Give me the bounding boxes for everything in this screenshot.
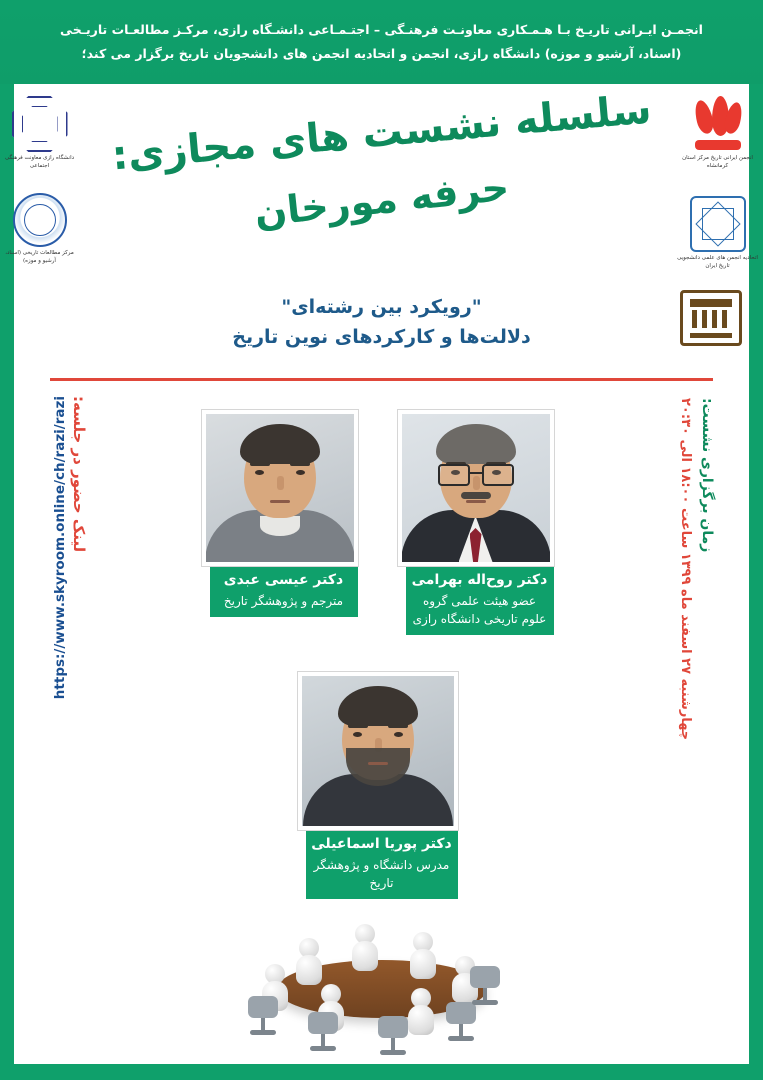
office-chair-icon [470, 966, 500, 1008]
speaker-card [406, 410, 554, 635]
speaker-role: عضو هیئت علمی گروه علوم تاریخی دانشگاه رازی [406, 592, 554, 635]
logo-union-caption: اتحادیه انجمن های علمی دانشجویی تاریخ ایران [677, 255, 758, 270]
session-time-label: زمان برگزاری نشست: [699, 398, 715, 553]
subtitle-line-1: "رویکرد بین رشته‌ای" [281, 296, 482, 318]
logo-razi-caption: دانشگاه رازی معاونت فرهنگی اجتماعی [4, 155, 75, 170]
figure-person [296, 938, 322, 985]
speaker-photo [398, 410, 554, 566]
title-line-1: سلسله نشست های مجازی: [109, 86, 654, 180]
speakers-row [0, 410, 763, 635]
session-time-value: چهارشنبه ۲۷ اسفند ماه ۱۳۹۹ ساعت ۱۸:۰۰ الی ۲۰:۳۰ [678, 398, 693, 741]
page-title [0, 86, 763, 236]
office-chair-icon [308, 1012, 338, 1054]
speaker-photo [202, 410, 358, 566]
speaker-name: دکتر عیسی عبدی [210, 566, 358, 592]
speaker-name: دکتر پوریا اسماعیلی [306, 830, 458, 856]
speaker-card [306, 672, 458, 899]
speaker-role: مدرس دانشگاه و پژوهشگر تاریخ [306, 856, 458, 899]
header-line-1: انجمـن ایـرانی تاریـخ بـا هـمـکاری معاونـت فرهنـگی – اجتـمـاعی دانشـگاه رازی، مرکـز مطالعـات تاریـخی [60, 22, 703, 38]
figure-person [352, 924, 378, 971]
speakers-row-second [0, 672, 763, 899]
office-chair-icon [378, 1016, 408, 1058]
subtitle-block [0, 296, 763, 348]
footer-band [0, 1064, 763, 1080]
speaker-role: مترجم و پژوهشگر تاریخ [210, 592, 358, 617]
header-line-2: (اسناد، آرشیو و موزه) دانشگاه رازی، انجمن و اتحادیه انجمن های دانشجویان تاریخ برگزار می کند؛ [81, 46, 682, 61]
header-band [0, 0, 763, 84]
figure-person [410, 932, 436, 979]
meeting-illustration [0, 892, 763, 1064]
office-chair-icon [446, 1002, 476, 1044]
subtitle-line-2: دلالت‌ها و کارکردهای نوین تاریخ [232, 326, 531, 348]
speaker-card [210, 410, 358, 635]
speaker-photo [298, 672, 458, 830]
logo-docs-caption: مرکز مطالعات تاریخی (اسناد، آرشیو و موزه) [5, 250, 74, 265]
meeting-link-label: لینک حضور در جلسه: [70, 396, 88, 553]
red-divider [50, 378, 713, 381]
speaker-name: دکتر روح‌اله بهرامی [406, 566, 554, 592]
logo-assoc-caption: انجمن ایرانی تاریخ مرکز استان کرمانشاه [682, 155, 753, 170]
title-line-2: حرفه مورخان [252, 164, 511, 236]
meeting-link-url[interactable]: https://www.skyroom.online/ch/razi/razi [52, 396, 68, 700]
figure-person [408, 988, 434, 1035]
office-chair-icon [248, 996, 278, 1038]
